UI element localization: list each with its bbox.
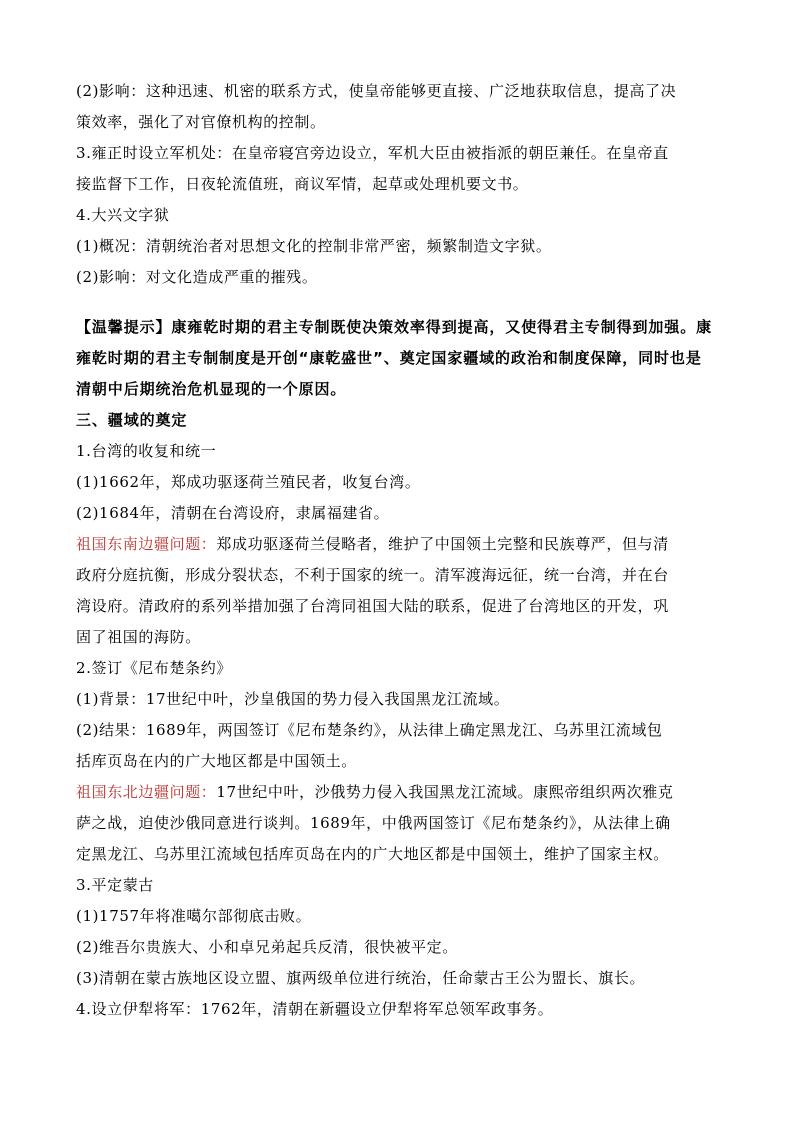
note-line: 湾设府。清政府的系列举措加强了台湾同祖国大陆的联系，促进了台湾地区的开发，巩 xyxy=(76,597,669,615)
tip-box xyxy=(76,312,720,405)
section-heading: 三、疆域的奠定 xyxy=(76,411,188,429)
text-line: (2)影响：对文化造成严重的摧残。 xyxy=(76,268,318,286)
note-line: 政府分庭抗衡，形成分裂状态，不利于国家的统一。清军渡海远征，统一台湾，并在台 xyxy=(76,566,669,584)
text-line: (2)影响：这种迅速、机密的联系方式，使皇帝能够更直接、广泛地获取信息，提高了决 xyxy=(76,82,677,100)
tip-line: 清朝中后期统治危机显现的一个原因。 xyxy=(76,380,347,398)
list-item: (2)1684年，清朝在台湾设府，隶属福建省。 xyxy=(76,504,390,522)
note-label: 祖国东南边疆问题： xyxy=(76,535,217,553)
note-text: 郑成功驱逐荷兰侵略者，维护了中国领土完整和民族尊严，但与清 xyxy=(216,535,669,553)
text-line: 3.雍正时设立军机处：在皇帝寝宫旁边设立，军机大臣由被指派的朝臣兼任。在皇帝直 xyxy=(76,144,669,162)
list-item: (3)清朝在蒙古族地区设立盟、旗两级单位进行统治，任命蒙古王公为盟长、旗长。 xyxy=(76,969,646,987)
note-northeast xyxy=(76,777,720,870)
note-text: 17世纪中叶，沙俄势力侵入我国黑龙江流域。康熙帝组织两次雅克 xyxy=(216,783,674,801)
paragraph-grand-council xyxy=(76,138,720,200)
subheading-literary-inquisition: 4.大兴文字狱 xyxy=(76,206,170,224)
spacer xyxy=(76,293,720,312)
note-label: 祖国东北边疆问题： xyxy=(76,783,217,801)
list-item: (2)维吾尔贵族大、小和卓兄弟起兵反清，很快被平定。 xyxy=(76,938,458,956)
note-line: 萨之战，迫使沙俄同意进行谈判。1689年，中俄两国签订《尼布楚条约》，从法律上确 xyxy=(76,814,671,832)
list-item: (1)背景：17世纪中叶，沙皇俄国的势力侵入我国黑龙江流域。 xyxy=(76,690,510,708)
text-line: 接监督下工作，日夜轮流值班，商议军情，起草或处理机要文书。 xyxy=(76,175,529,193)
note-first-line xyxy=(76,529,720,560)
note-southeast xyxy=(76,529,720,653)
note-first-line xyxy=(76,777,720,808)
note-line: 固了祖国的海防。 xyxy=(76,628,201,646)
tip-line: 【温馨提示】康雍乾时期的君主专制既使决策效率得到提高，又使得君主专制得到加强。康 xyxy=(76,318,713,336)
note-line: 定黑龙江、乌苏里江流域包括库页岛在内的广大地区都是中国领土，维护了国家主权。 xyxy=(76,845,669,863)
subheading-taiwan: 1.台湾的收复和统一 xyxy=(76,442,217,460)
list-item: (1)1757年将准噶尔部彻底击败。 xyxy=(76,907,312,925)
subheading-nerchinsk: 2.签订《尼布楚条约》 xyxy=(76,659,232,677)
text-line: 策效率，强化了对官僚机构的控制。 xyxy=(76,113,326,131)
list-item: (1)1662年，郑成功驱逐荷兰殖民者，收复台湾。 xyxy=(76,473,421,491)
list-item: 括库页岛在内的广大地区都是中国领土。 xyxy=(76,752,357,770)
subheading-mongolia: 3.平定蒙古 xyxy=(76,876,154,894)
subheading-ili: 4.设立伊犁将军：1762年，清朝在新疆设立伊犁将军总领军政事务。 xyxy=(76,1000,554,1018)
list-item: (2)结果：1689年，两国签订《尼布楚条约》，从法律上确定黑龙江、乌苏里江流域包 xyxy=(76,721,663,739)
text-line: (1)概况：清朝统治者对思想文化的控制非常严密，频繁制造文字狱。 xyxy=(76,237,552,255)
paragraph-influence xyxy=(76,76,720,138)
tip-line: 雍乾时期的君主专制制度是开创“康乾盛世”、奠定国家疆域的政治和制度保障，同时也是 xyxy=(76,349,702,367)
